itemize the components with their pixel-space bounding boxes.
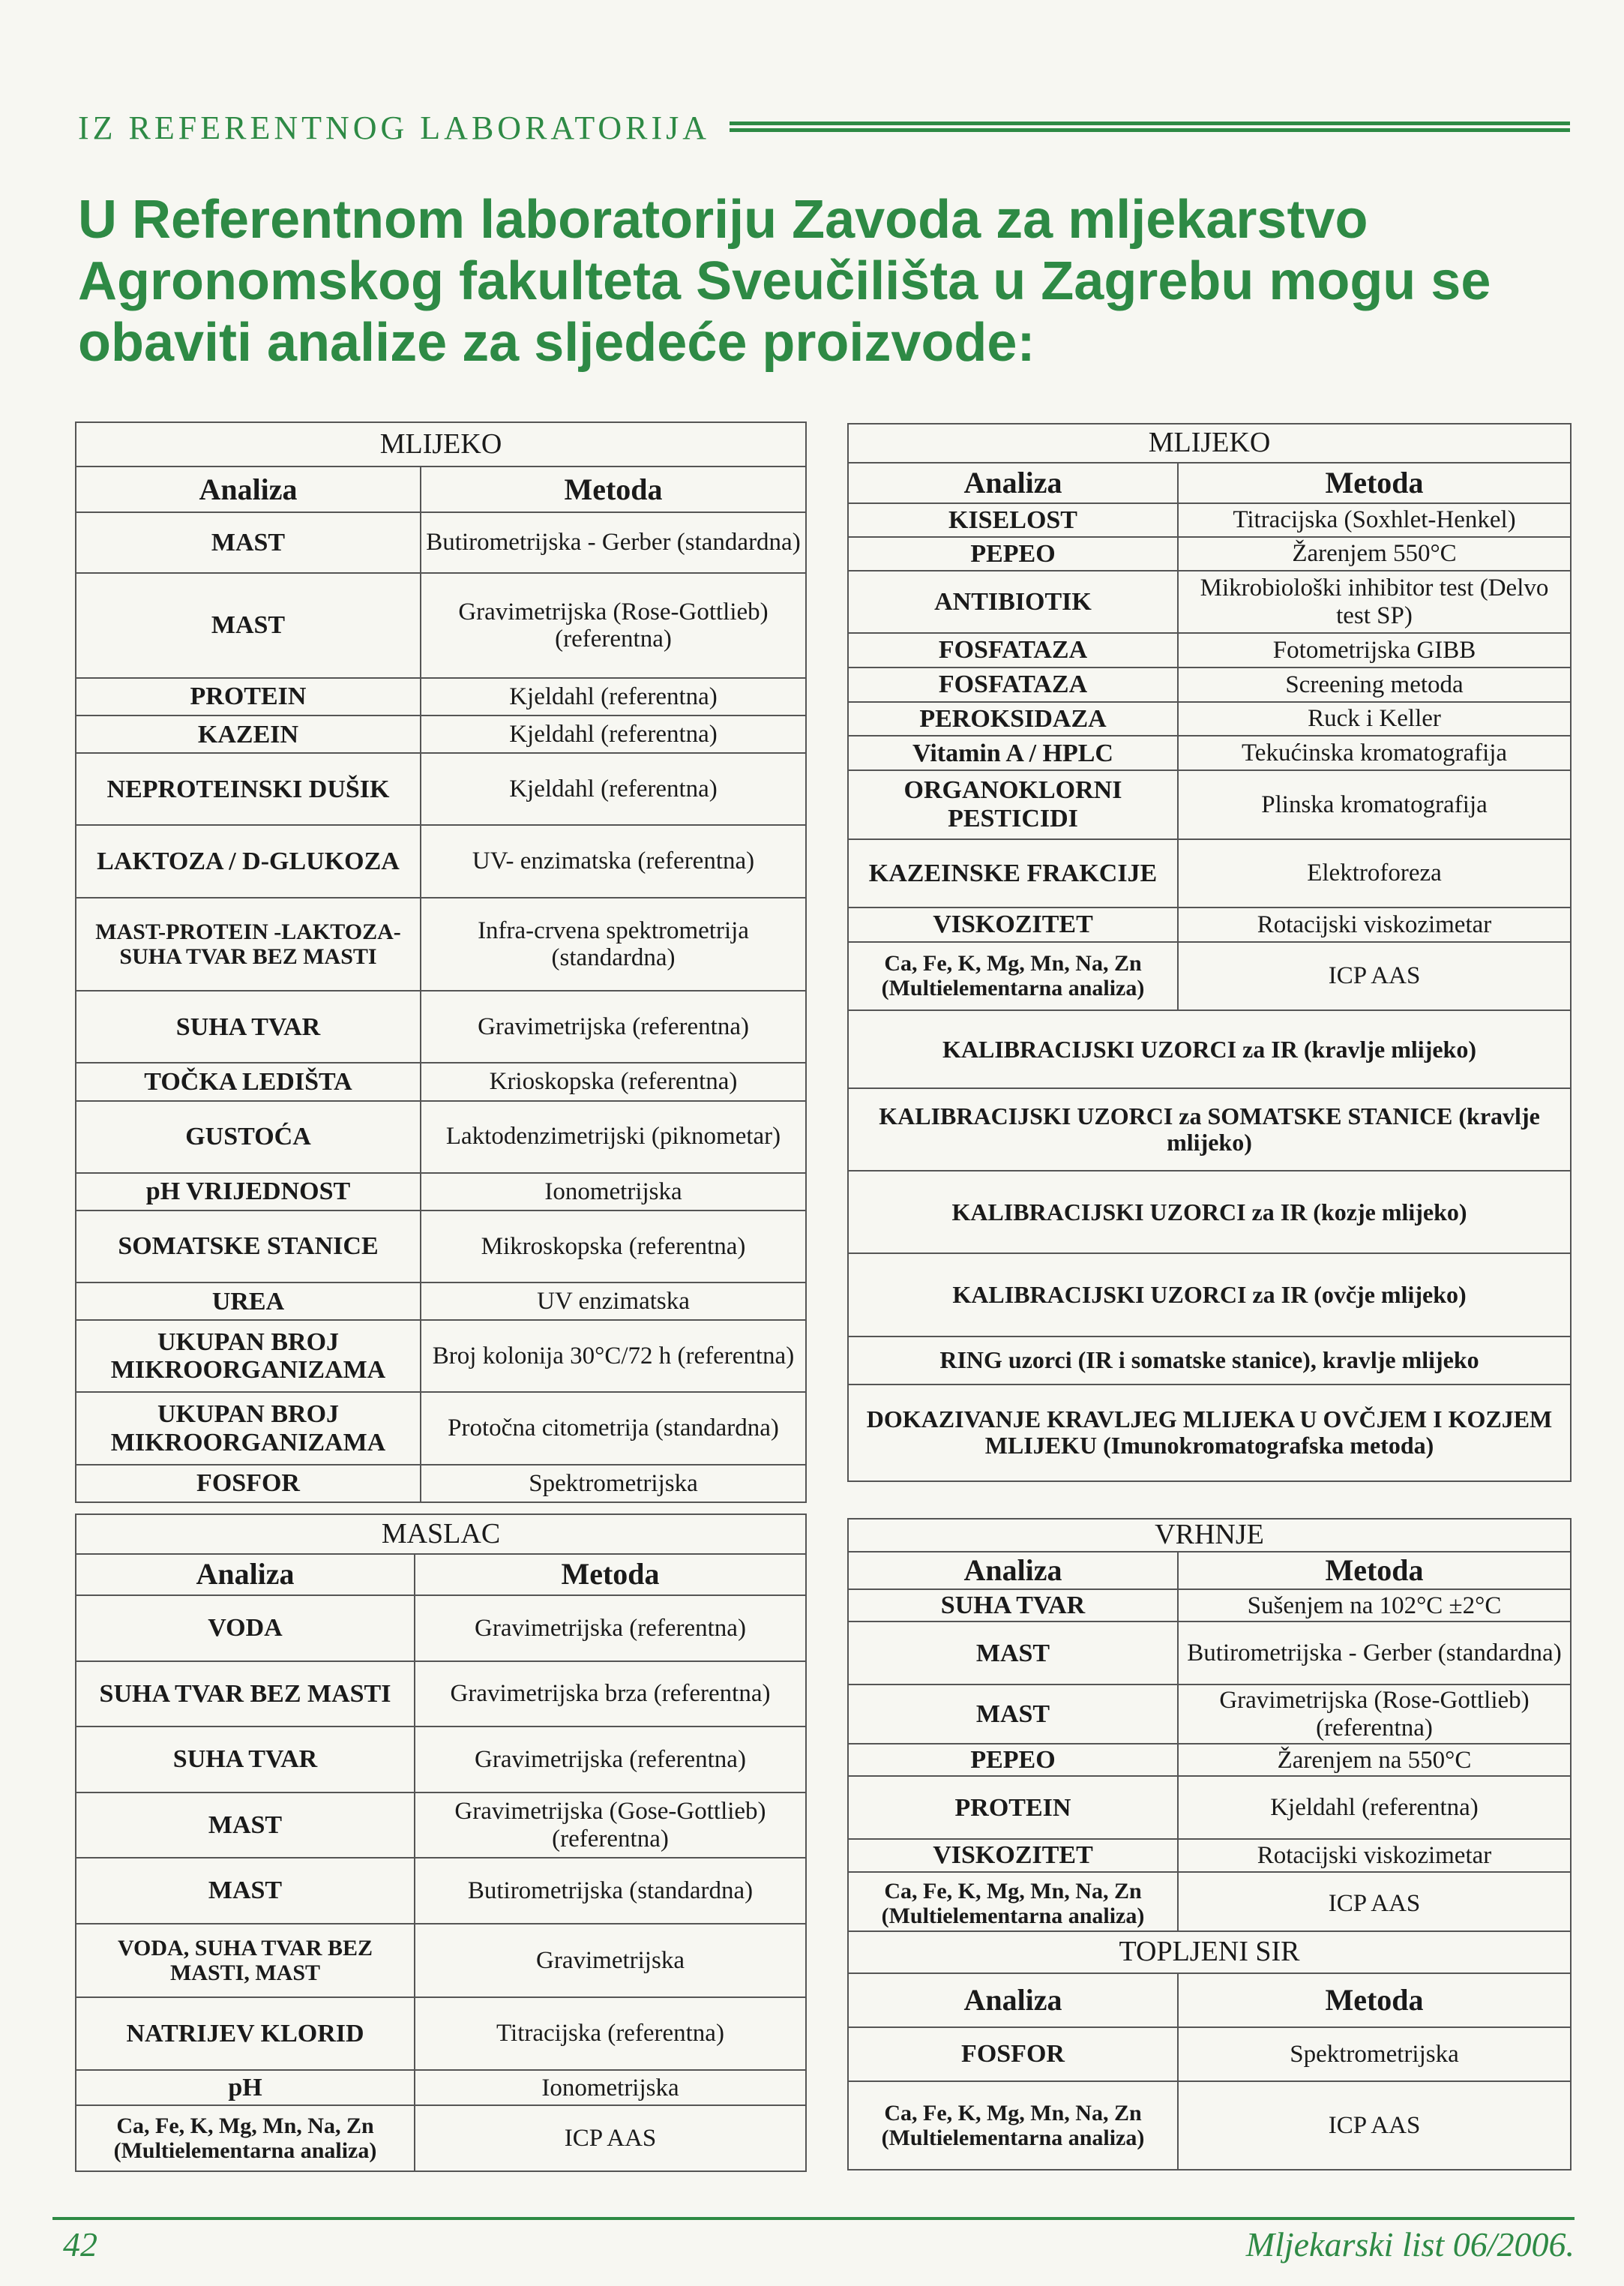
method-cell: Gravimetrijska (referentna) [415,1726,806,1792]
analysis-cell: pH [76,2070,415,2105]
analysis-cell: NEPROTEINSKI DUŠIK [76,753,421,825]
table-row [76,1210,806,1282]
table-row [76,1924,806,1997]
table-row [76,1173,806,1210]
analysis-cell: pH VRIJEDNOST [76,1173,421,1210]
analysis-cell: ANTIBIOTIK [848,571,1178,633]
analysis-cell: ORGANOKLORNI PESTICIDI [848,770,1178,838]
table-row [76,1282,806,1320]
analysis-cell: UKUPAN BROJ MIKROORGANIZAMA [76,1320,421,1392]
method-cell: Gravimetrijska (Rose-Gottlieb) (referentna) [421,573,806,678]
analysis-cell: PEPEO [848,1744,1178,1776]
table-caption: TOPLJENI SIR [848,1931,1571,1973]
header-rule [730,122,1570,134]
table-row [848,1622,1571,1684]
column-header-metoda: Metoda [415,1554,806,1595]
method-cell: Mikrobiološki inhibitor test (Delvo test SP) [1178,571,1571,633]
analysis-cell: MAST-PROTEIN -LAKTOZA-SUHA TVAR BEZ MASTI [76,898,421,992]
table-row [848,1776,1571,1839]
table-row [76,753,806,825]
table-row [848,1336,1571,1384]
method-cell: Rotacijski viskozimetar [1178,908,1571,942]
table-row [76,825,806,897]
method-cell: Elektroforeza [1178,839,1571,908]
table-row [76,678,806,716]
table-row [76,573,806,678]
method-cell: Butirometrijska (standardna) [415,1858,806,1924]
method-cell: UV enzimatska [421,1282,806,1320]
table-row [848,1839,1571,1871]
table-row [76,1661,806,1727]
table-row [848,908,1571,942]
analysis-cell: SUHA TVAR [848,1589,1178,1622]
method-cell: Tekućinska kromatografija [1178,736,1571,770]
analysis-cell: FOSFATAZA [848,633,1178,668]
analysis-cell: SUHA TVAR [76,1726,415,1792]
table-row [848,1384,1571,1481]
service-cell: KALIBRACIJSKI UZORCI za IR (kravlje mlijeko) [848,1010,1571,1088]
table-row [76,1465,806,1502]
analysis-cell: FOSFATAZA [848,668,1178,702]
table-row [76,898,806,992]
table-row [848,2081,1571,2170]
table-row [848,1171,1571,1253]
method-cell: Broj kolonija 30°C/72 h (referentna) [421,1320,806,1392]
method-cell: Spektrometrijska [1178,2027,1571,2081]
method-cell: Laktodenzimetrijski (piknometar) [421,1101,806,1173]
analysis-cell: MAST [76,1792,415,1858]
method-cell: Gravimetrijska (Rose-Gottlieb) (referentna) [1178,1684,1571,1744]
analysis-cell: Ca, Fe, K, Mg, Mn, Na, Zn (Multielementarna analiza) [848,2081,1178,2170]
method-cell: Kjeldahl (referentna) [421,753,806,825]
table-caption: VRHNJE [848,1519,1571,1552]
method-cell: Gravimetrijska (referentna) [421,991,806,1063]
method-cell: Rotacijski viskozimetar [1178,1839,1571,1871]
table-caption: MASLAC [76,1514,806,1554]
method-cell: Kjeldahl (referentna) [1178,1776,1571,1839]
analysis-cell: GUSTOĆA [76,1101,421,1173]
analysis-cell: Ca, Fe, K, Mg, Mn, Na, Zn (Multielementarna analiza) [848,942,1178,1010]
table-row [848,736,1571,770]
method-cell: ICP AAS [1178,1872,1571,1935]
table-row [848,633,1571,668]
page-title: U Referentnom laboratoriju Zavoda za mljekarstvo Agronomskog fakulteta Sveučilišta u Zagrebu mogu se obaviti analize za sljedeće proizvode: [78,190,1491,373]
table-row [848,668,1571,702]
analysis-cell: MAST [76,573,421,678]
table-row [848,839,1571,908]
analysis-cell: KISELOST [848,503,1178,537]
analysis-cell: PEPEO [848,537,1178,571]
method-cell: UV- enzimatska (referentna) [421,825,806,897]
analysis-cell: FOSFOR [76,1465,421,1502]
table-row [76,1063,806,1100]
table-vrhnje [847,1518,1572,1936]
page-number: 42 [63,2225,97,2264]
column-header-analiza: Analiza [848,1973,1178,2027]
method-cell: Gravimetrijska (referentna) [415,1595,806,1661]
analysis-cell: VODA [76,1595,415,1661]
table-row [76,1595,806,1661]
analysis-cell: Ca, Fe, K, Mg, Mn, Na, Zn (Multielementarna analiza) [848,1872,1178,1935]
table-row [76,1392,806,1464]
service-cell: KALIBRACIJSKI UZORCI za IR (ovčje mlijeko) [848,1253,1571,1336]
method-cell: Žarenjem na 550°C [1178,1744,1571,1776]
method-cell: Fotometrijska GIBB [1178,633,1571,668]
analysis-cell: SUHA TVAR BEZ MASTI [76,1661,415,1727]
table-row [76,1101,806,1173]
method-cell: Kjeldahl (referentna) [421,678,806,716]
table-mlijeko-left [75,422,807,1503]
method-cell: Ionometrijska [421,1173,806,1210]
analysis-cell: MAST [76,1858,415,1924]
table-row [848,1253,1571,1336]
column-header-analiza: Analiza [848,463,1178,503]
method-cell: Spektrometrijska [421,1465,806,1502]
table-row [76,512,806,573]
method-cell: Plinska kromatografija [1178,770,1571,838]
analysis-cell: SUHA TVAR [76,991,421,1063]
table-caption: MLIJEKO [848,424,1571,463]
analysis-cell: MAST [848,1622,1178,1684]
analysis-cell: KAZEIN [76,716,421,753]
section-label: IZ REFERENTNOG LABORATORIJA [78,109,711,146]
analysis-cell: FOSFOR [848,2027,1178,2081]
analysis-cell: NATRIJEV KLORID [76,1997,415,2071]
table-row [848,702,1571,736]
method-cell: Butirometrijska - Gerber (standardna) [421,512,806,573]
table-row [848,1684,1571,1744]
analysis-cell: UREA [76,1282,421,1320]
method-cell: Titracijska (referentna) [415,1997,806,2071]
table-caption: MLIJEKO [76,422,806,466]
footer-rule [52,2217,1575,2220]
table-mlijeko-right [847,423,1572,1482]
column-header-analiza: Analiza [848,1552,1178,1589]
analysis-cell: SOMATSKE STANICE [76,1210,421,1282]
analysis-cell: TOČKA LEDIŠTA [76,1063,421,1100]
table-row [848,537,1571,571]
table-row [76,2070,806,2105]
analysis-cell: PEROKSIDAZA [848,702,1178,736]
analysis-cell: UKUPAN BROJ MIKROORGANIZAMA [76,1392,421,1464]
service-cell: RING uzorci (IR i somatske stanice), kravlje mlijeko [848,1336,1571,1384]
column-header-analiza: Analiza [76,1554,415,1595]
table-row [848,1744,1571,1776]
method-cell: Gravimetrijska (Gose-Gottlieb) (referentna) [415,1792,806,1858]
method-cell: Infra-crvena spektrometrija (standardna) [421,898,806,992]
column-header-metoda: Metoda [1178,463,1571,503]
table-row [76,1726,806,1792]
method-cell: ICP AAS [415,2105,806,2171]
table-row [848,571,1571,633]
column-header-metoda: Metoda [1178,1973,1571,2027]
method-cell: Ruck i Keller [1178,702,1571,736]
table-row [76,716,806,753]
table-row [848,1088,1571,1171]
method-cell: Krioskopska (referentna) [421,1063,806,1100]
table-row [848,942,1571,1010]
method-cell: Ionometrijska [415,2070,806,2105]
table-row [848,770,1571,838]
method-cell: Sušenjem na 102°C ±2°C [1178,1589,1571,1622]
analysis-cell: VISKOZITET [848,908,1178,942]
table-row [76,1858,806,1924]
method-cell: Screening metoda [1178,668,1571,702]
analysis-cell: VODA, SUHA TVAR BEZ MASTI, MAST [76,1924,415,1997]
method-cell: Butirometrijska - Gerber (standardna) [1178,1622,1571,1684]
analysis-cell: Vitamin A / HPLC [848,736,1178,770]
table-maslac [75,1514,807,2172]
table-row [848,2027,1571,2081]
journal-issue: Mljekarski list 06/2006. [1245,2225,1575,2264]
table-row [848,1010,1571,1088]
analysis-cell: KAZEINSKE FRAKCIJE [848,839,1178,908]
analysis-cell: MAST [76,512,421,573]
method-cell: Kjeldahl (referentna) [421,716,806,753]
table-row [76,1792,806,1858]
table-row [76,1320,806,1392]
table-row [76,2105,806,2171]
table-row [76,991,806,1063]
analysis-cell: PROTEIN [848,1776,1178,1839]
method-cell: Protočna citometrija (standardna) [421,1392,806,1464]
table-row [848,1872,1571,1935]
service-cell: KALIBRACIJSKI UZORCI za IR (kozje mlijeko) [848,1171,1571,1253]
section-header [78,105,1570,150]
analysis-cell: VISKOZITET [848,1839,1178,1871]
analysis-cell: Ca, Fe, K, Mg, Mn, Na, Zn (Multielementarna analiza) [76,2105,415,2171]
column-header-metoda: Metoda [421,466,806,512]
method-cell: ICP AAS [1178,942,1571,1010]
method-cell: Mikroskopska (referentna) [421,1210,806,1282]
service-cell: DOKAZIVANJE KRAVLJEG MLIJEKA U OVČJEM I KOZJEM MLIJEKU (Imunokromatografska metoda) [848,1384,1571,1481]
analysis-cell: PROTEIN [76,678,421,716]
table-row [848,1589,1571,1622]
table-row [848,503,1571,537]
analysis-cell: LAKTOZA / D-GLUKOZA [76,825,421,897]
method-cell: Gravimetrijska brza (referentna) [415,1661,806,1727]
analysis-cell: MAST [848,1684,1178,1744]
method-cell: Žarenjem 550°C [1178,537,1571,571]
column-header-metoda: Metoda [1178,1552,1571,1589]
method-cell: Gravimetrijska [415,1924,806,1997]
method-cell: Titracijska (Soxhlet-Henkel) [1178,503,1571,537]
service-cell: KALIBRACIJSKI UZORCI za SOMATSKE STANICE (kravlje mlijeko) [848,1088,1571,1171]
table-row [76,1997,806,2071]
column-header-analiza: Analiza [76,466,421,512]
method-cell: ICP AAS [1178,2081,1571,2170]
table-topljeni-sir [847,1930,1572,2170]
